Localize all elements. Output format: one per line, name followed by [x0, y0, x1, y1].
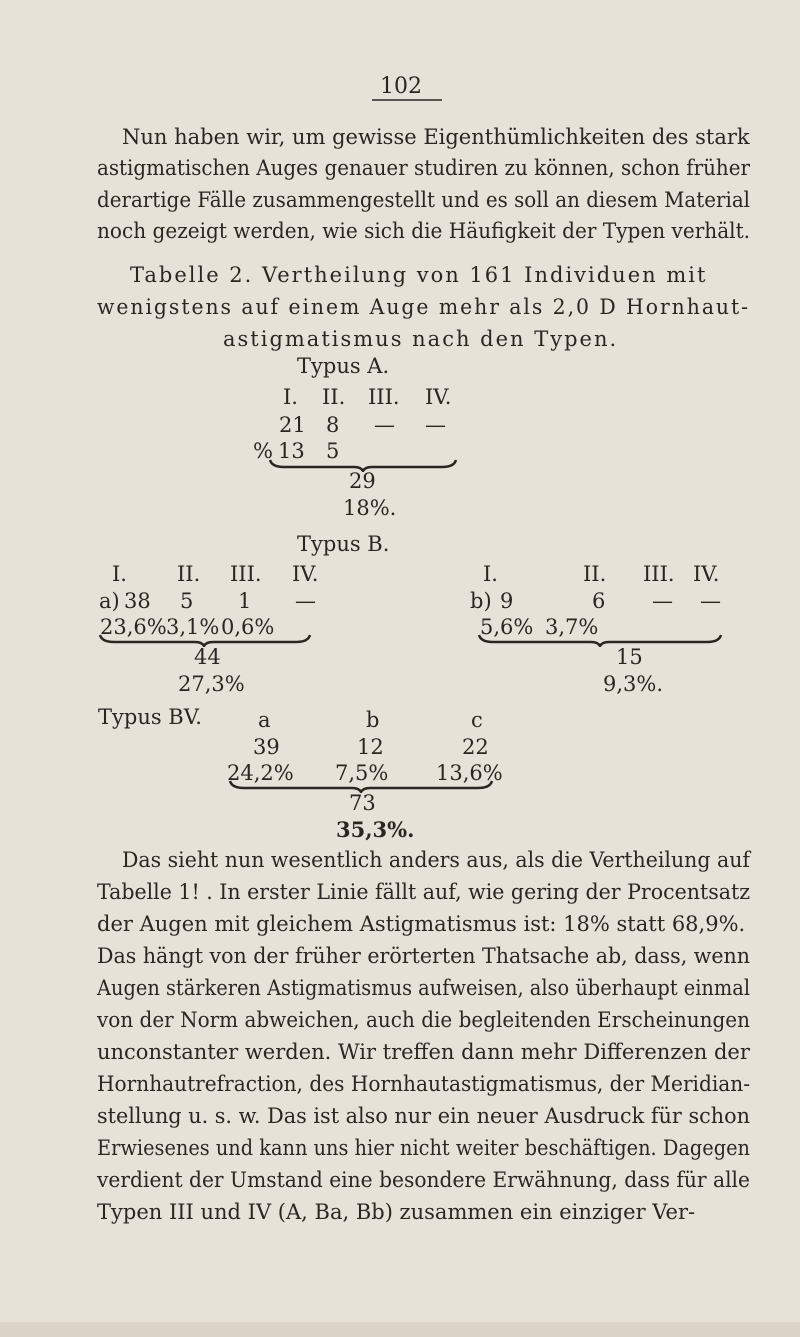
conclusion-line: verdient der Umstand eine besondere Erwähnung, dass für alle	[97, 1168, 750, 1192]
percent-cell: 5	[326, 439, 340, 463]
percent-cell: 3,7%	[545, 615, 599, 639]
sum-percent: 27,3%	[178, 672, 245, 696]
intro-line: astigmatischen Auges genauer studiren zu können, schon früher	[97, 156, 751, 180]
header-cell: II.	[322, 385, 346, 409]
header-cell: III.	[368, 385, 400, 409]
group-label: a)	[99, 589, 120, 613]
conclusion-line: stellung u. s. w. Das ist also nur ein neuer Ausdruck für schon	[97, 1104, 750, 1128]
percent-cell: 13,6%	[436, 761, 503, 785]
count-cell: 8	[326, 413, 340, 437]
conclusion-line: Typen III und IV (A, Ba, Bb) zusammen ein einziger Ver-	[97, 1200, 696, 1224]
header-cell: IV.	[425, 385, 452, 409]
header-cell: IV.	[693, 562, 720, 586]
sum-value: 73	[349, 791, 376, 815]
caption-line: Tabelle 2. Vertheilung von 161 Individuen mit	[130, 263, 708, 287]
sum-value: 44	[194, 645, 221, 669]
count-cell: —	[374, 413, 395, 437]
percent-cell: 7,5%	[335, 761, 389, 785]
sum-percent: 18%.	[343, 496, 397, 520]
count-cell: —	[700, 589, 721, 613]
conclusion-line: Hornhautrefraction, des Hornhautastigmatismus, der Meridian-	[97, 1072, 751, 1096]
header-cell: c	[471, 708, 483, 732]
conclusion-line: unconstanter werden. Wir treffen dann mehr Differenzen der	[97, 1040, 750, 1064]
sum-percent: 35,3%.	[336, 817, 415, 842]
header-cell: b	[366, 708, 380, 732]
header-cell: I.	[483, 562, 498, 586]
caption-line: wenigstens auf einem Auge mehr als 2,0 D Hornhaut-	[97, 295, 750, 319]
count-cell: 12	[357, 735, 384, 759]
page-number: 102	[380, 74, 422, 99]
intro-line: noch gezeigt werden, wie sich die Häufigkeit der Typen verhält.	[97, 219, 751, 243]
percent-cell: 23,6%	[100, 615, 167, 639]
count-cell: 38	[124, 589, 151, 613]
percent-symbol: %	[253, 439, 273, 463]
header-cell: III.	[230, 562, 262, 586]
percent-cell: 5,6%	[480, 615, 534, 639]
header-cell: I.	[112, 562, 127, 586]
page-edge	[0, 1322, 800, 1337]
header-cell: IV.	[292, 562, 319, 586]
conclusion-line: Das hängt von der früher erörterten Thatsache ab, dass, wenn	[97, 944, 751, 968]
caption-line: astigmatismus nach den Typen.	[223, 327, 619, 351]
sum-value: 29	[349, 469, 376, 493]
count-cell: 6	[592, 589, 606, 613]
percent-cell: 0,6%	[221, 615, 275, 639]
count-cell: 22	[462, 735, 489, 759]
percent-cell: 3,1%	[166, 615, 220, 639]
typus-a-title: Typus A.	[297, 354, 390, 378]
typus-bv-title: Typus BV.	[98, 705, 202, 729]
header-cell: a	[258, 708, 271, 732]
conclusion-line: Erwiesenes und kann uns hier nicht weiter beschäftigen. Dagegen	[97, 1136, 750, 1160]
conclusion-line: von der Norm abweichen, auch die begleitenden Erscheinungen	[97, 1008, 750, 1032]
header-cell: II.	[583, 562, 607, 586]
percent-cell: 13	[278, 439, 305, 463]
sum-percent: 9,3%.	[603, 672, 664, 696]
count-cell: 1	[238, 589, 252, 613]
conclusion-line: Tabelle 1! . In erster Linie fällt auf, wie gering der Procentsatz	[97, 880, 751, 904]
conclusion-line: Augen stärkeren Astigmatismus aufweisen, also überhaupt einmal	[97, 976, 751, 1000]
intro-line: Nun haben wir, um gewisse Eigenthümlichkeiten des stark	[122, 125, 750, 149]
count-cell: —	[295, 589, 316, 613]
header-cell: II.	[177, 562, 201, 586]
count-cell: 21	[279, 413, 306, 437]
group-label: b)	[470, 589, 492, 613]
count-cell: 5	[180, 589, 194, 613]
header-cell: I.	[283, 385, 298, 409]
intro-line: derartige Fälle zusammengestellt und es soll an diesem Material	[97, 188, 751, 212]
count-cell: —	[652, 589, 673, 613]
sum-brace	[477, 633, 723, 647]
page-number-underline	[372, 98, 442, 102]
conclusion-line: der Augen mit gleichem Astigmatismus ist: 18% statt 68,9%.	[97, 912, 746, 936]
conclusion-line: Das sieht nun wesentlich anders aus, als die Vertheilung auf	[122, 848, 751, 872]
percent-cell: 24,2%	[227, 761, 294, 785]
sum-value: 15	[616, 645, 643, 669]
count-cell: 39	[253, 735, 280, 759]
count-cell: —	[425, 413, 446, 437]
typus-b-title: Typus B.	[297, 532, 390, 556]
header-cell: III.	[643, 562, 675, 586]
count-cell: 9	[500, 589, 514, 613]
